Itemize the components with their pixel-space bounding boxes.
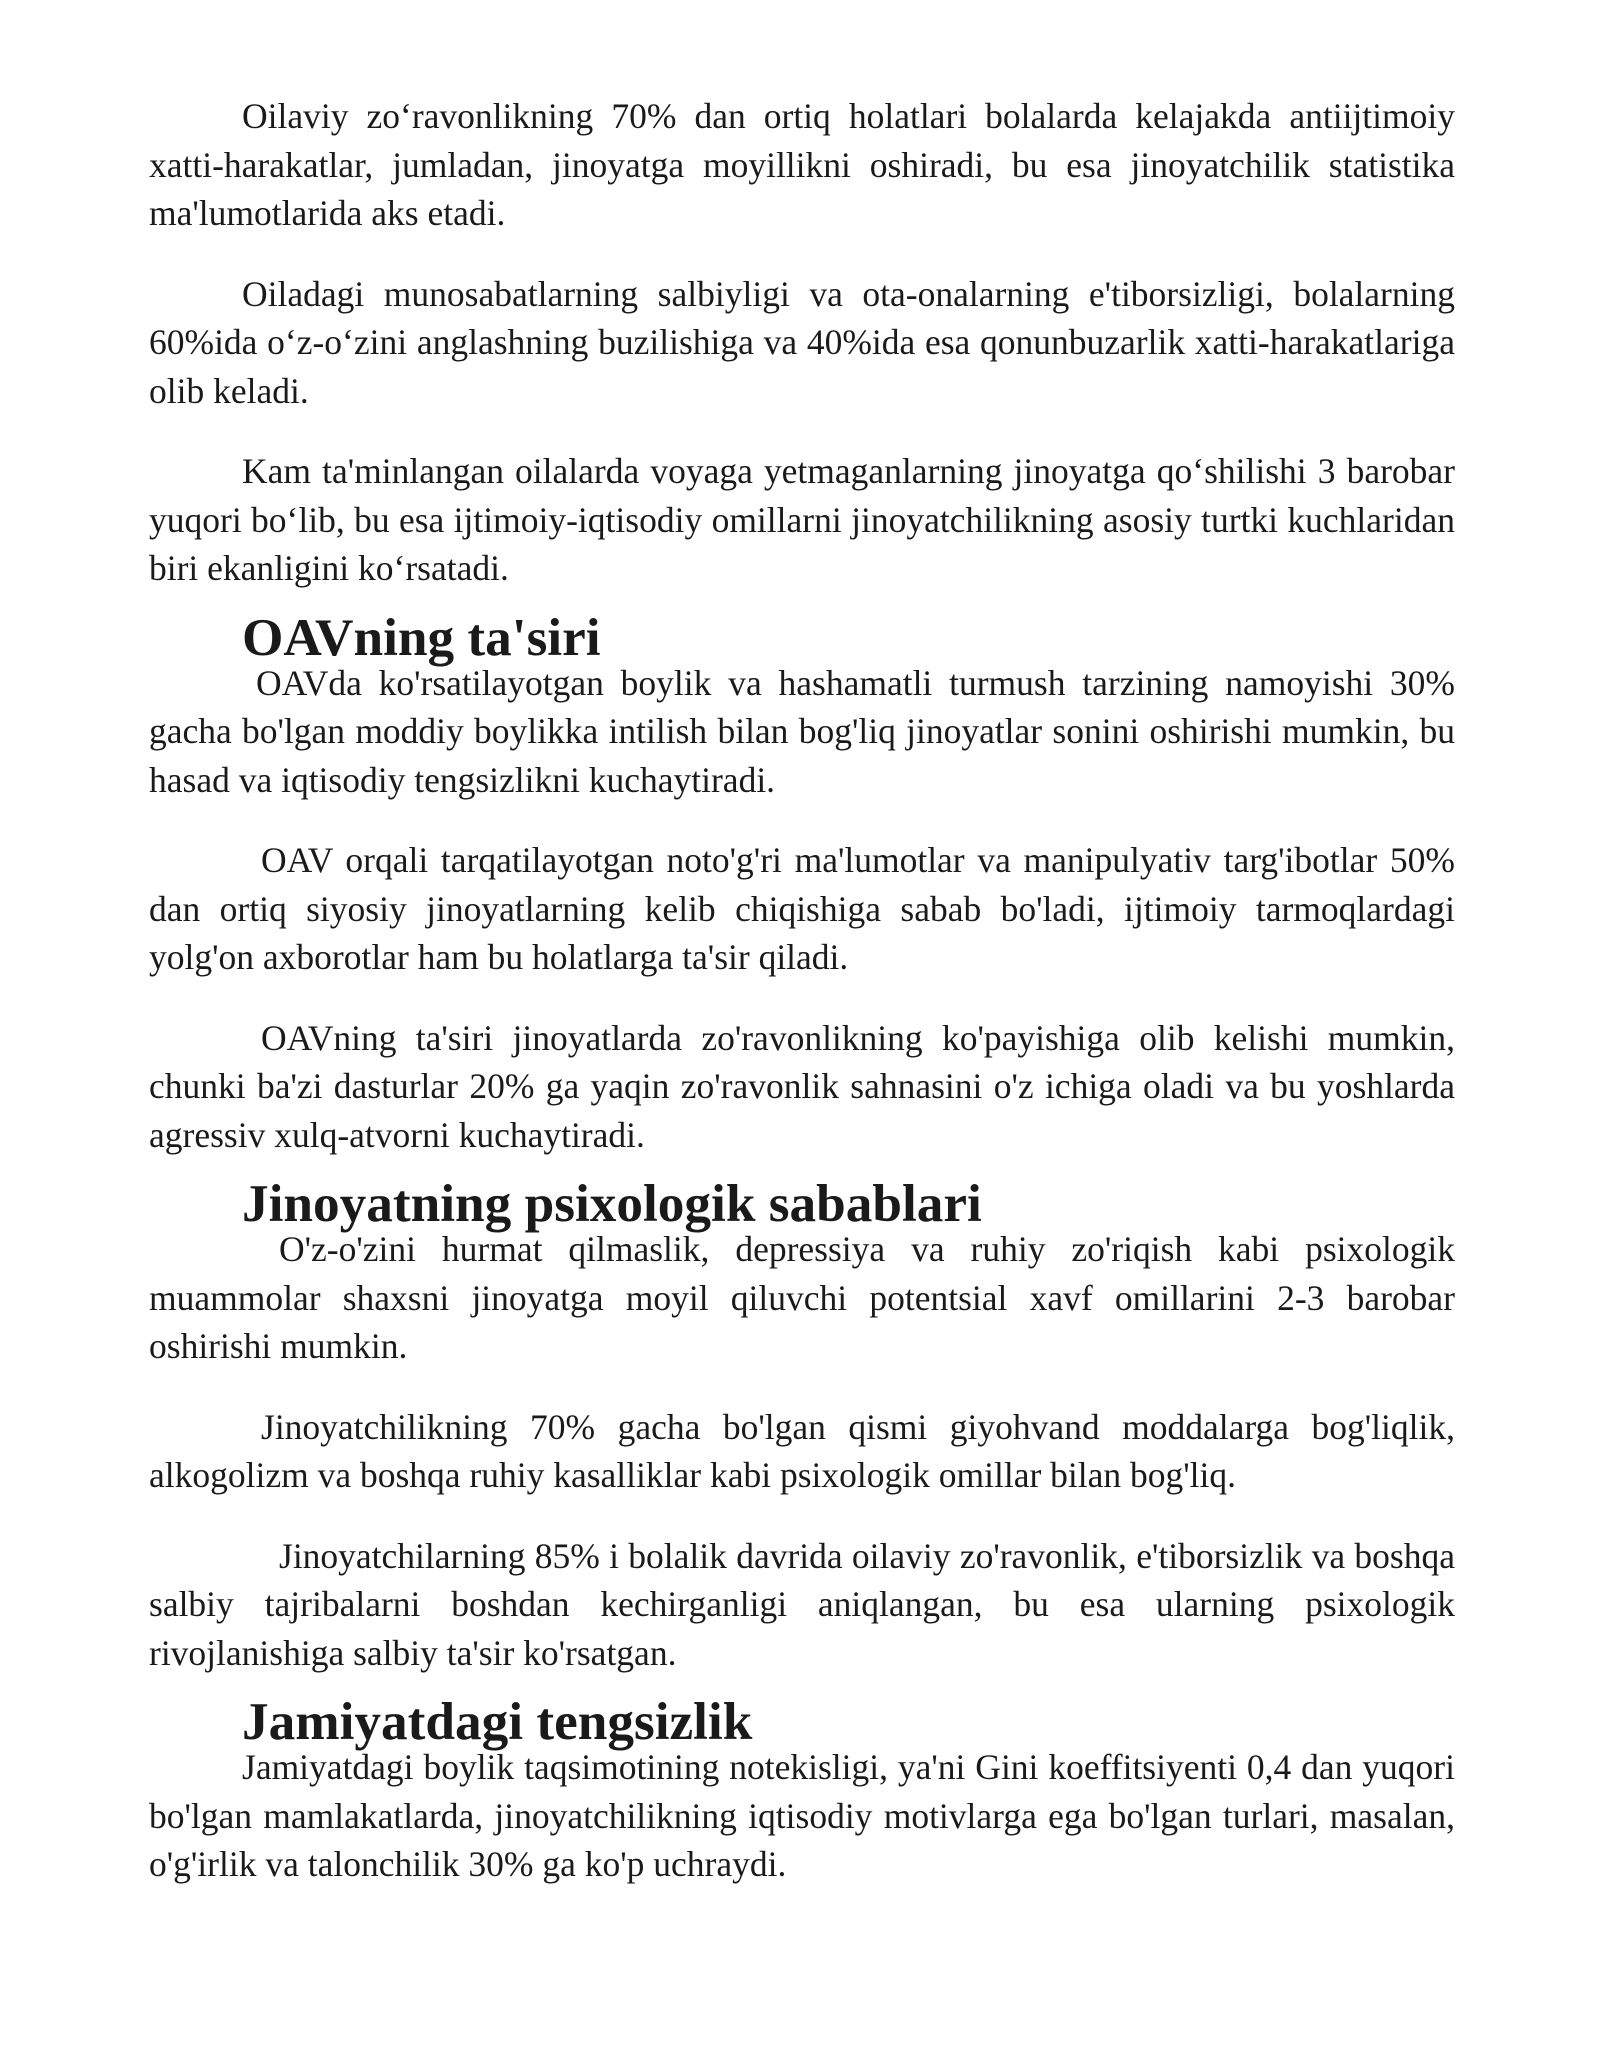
paragraph: Oilaviy zo‘ravonlikning 70% dan ortiq holatlari bolalarda kelajakda antiijtimoiy xatti-harakatlar, jumladan, jinoyatga moyillikni oshiradi, bu esa jinoyatchilik statistika ma'lumotlarida aks etadi.	[149, 96, 1455, 233]
paragraph: O'z-o'zini hurmat qilmaslik, depressiya va ruhiy zo'riqish kabi psixologik muammolar shaxsni jinoyatga moyil qiluvchi potentsial xavf omillarini 2-3 barobar oshirishi mumkin.	[149, 1229, 1455, 1366]
paragraph: Jinoyatchilarning 85% i bolalik davrida oilaviy zo'ravonlik, e'tiborsizlik va boshqa salbiy tajribalarni boshdan kechirganligi aniqlangan, bu esa ularning psixologik rivojlanishiga salbiy ta'sir ko'rsatgan.	[149, 1535, 1455, 1673]
document-page	[149, 92, 1455, 1921]
paragraph: OAVda ko'rsatilayotgan boylik va hashamatli turmush tarzining namoyishi 30% gacha bo'lgan moddiy boylikka intilish bilan bog'liq jinoyatlar sonini oshirishi mumkin, bu hasad va iqtisodiy tengsizlikni kuchaytiradi.	[149, 662, 1455, 800]
paragraph: Jamiyatdagi boylik taqsimotining notekisligi, ya'ni Gini koeffitsiyenti 0,4 dan yuqori bo'lgan mamlakatlarda, jinoyatchilikning iqtisodiy motivlarga ega bo'lgan turlari, masalan, o'g'irlik va talonchilik 30% ga ko'p uchraydi.	[149, 1747, 1455, 1884]
paragraph: Oiladagi munosabatlarning salbiyligi va ota-onalarning e'tiborsizligi, bolalarning 60%ida o‘z-o‘zini anglashning buzilishiga va 40%ida esa qonunbuzarlik xatti-harakatlariga olib keladi.	[149, 273, 1455, 411]
section-heading: Jamiyatdagi tengsizlik	[242, 1692, 753, 1751]
section-media-influence	[149, 607, 1455, 1160]
section-psychological-causes	[149, 1174, 1455, 1677]
section-social-inequality	[149, 1692, 1455, 1889]
paragraph: OAV orqali tarqatilayotgan noto'g'ri ma'lumotlar va manipulyativ targ'ibotlar 50% dan ortiq siyosiy jinoyatlarning kelib chiqishiga sabab bo'ladi, ijtimoiy tarmoqlardagi yolg'on axborotlar ham bu holatlarga ta'sir qiladi.	[149, 840, 1455, 977]
section-heading: OAVning ta'siri	[242, 607, 601, 667]
paragraph: Jinoyatchilikning 70% gacha bo'lgan qismi giyohvand moddalarga bog'liqlik, alkogolizm va boshqa ruhiy kasalliklar kabi psixologik omillar bilan bog'liq.	[149, 1406, 1455, 1495]
paragraph: Kam ta'minlangan oilalarda voyaga yetmaganlarning jinoyatga qo‘shilishi 3 barobar yuqori bo‘lib, bu esa ijtimoiy-iqtisodiy omillarni jinoyatchilikning asosiy turtki kuchlaridan biri ekanligini ko‘rsatadi.	[149, 451, 1455, 588]
paragraph: OAVning ta'siri jinoyatlarda zo'ravonlikning ko'payishiga olib kelishi mumkin, chunki ba'zi dasturlar 20% ga yaqin zo'ravonlik sahnasini o'z ichiga oladi va bu yoshlarda agressiv xulq-atvorni kuchaytiradi.	[149, 1017, 1455, 1155]
section-heading: Jinoyatning psixologik sabablari	[242, 1174, 982, 1233]
